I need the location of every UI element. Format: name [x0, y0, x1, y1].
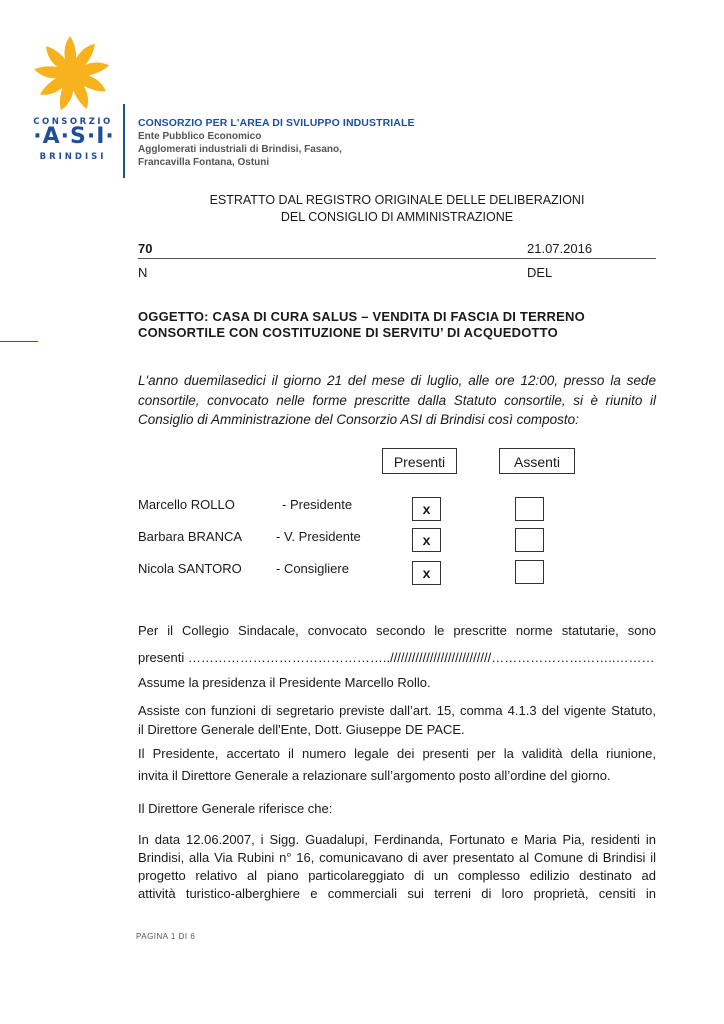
logo-top-word: CONSORZIO — [33, 117, 113, 127]
member-role: - V. Presidente — [276, 529, 361, 544]
document-title-line1: ESTRATTO DAL REGISTRO ORIGINALE DELLE DELIBERAZIONI — [209, 193, 585, 207]
date-label: DEL — [527, 265, 553, 280]
member-name: Marcello ROLLO — [138, 497, 235, 512]
narrative-line: In data 12.06.2007, i Sigg. Guadalupi, Ferdinanda, Fortunato e Maria Pia, residenti in — [138, 832, 656, 847]
org-name: CONSORZIO PER L'AREA DI SVILUPPO INDUSTRIALE — [138, 117, 415, 129]
document-title-line2: DEL CONSIGLIO DI AMMINISTRAZIONE — [280, 210, 514, 224]
number-date-rule — [138, 258, 656, 259]
logo-asi: ·A·S·I· — [33, 124, 115, 149]
presidency-line: Assume la presidenza il Presidente Marcello Rollo. — [138, 675, 431, 690]
present-checkbox: x — [412, 528, 441, 552]
absent-checkbox — [515, 528, 544, 552]
margin-mark — [0, 341, 38, 342]
intro-line: Consiglio di Amministrazione del Consorzio ASI di Brindisi così composto: — [138, 412, 579, 427]
org-line: Agglomerati industriali di Brindisi, Fasano, — [138, 144, 342, 155]
member-name: Barbara BRANCA — [138, 529, 243, 544]
number-label: N — [138, 265, 148, 280]
president-line: Il Presidente, accertato il numero legale dei presenti per la validità della riunione, — [138, 746, 656, 761]
deliberation-date: 21.07.2016 — [527, 241, 593, 256]
president-line: invita il Direttore Generale a relazionare sull’argomento posto all’ordine del giorno. — [138, 768, 611, 783]
member-name: Nicola SANTORO — [138, 561, 242, 576]
present-checkbox: x — [412, 561, 441, 585]
intro-line: consortile, convocato nelle forme prescritte dalla Statuto consortile, si è riunito il — [138, 393, 656, 408]
collegio-line: Per il Collegio Sindacale, convocato secondo le prescritte norme statutarie, sono — [138, 623, 656, 638]
narrative-line: attività turistico-alberghiere e commerciali sui terreni di loro proprietà, censiti in — [138, 886, 656, 901]
absent-checkbox — [515, 560, 544, 584]
narrative-line: progetto relativo al piano particolareggiato di un complesso edilizio destinato ad — [138, 868, 656, 883]
member-role: - Consigliere — [276, 561, 349, 576]
collegio-line: presenti ………………………………………..////////////////////////////………………………..……… — [138, 650, 655, 665]
header-divider — [123, 104, 125, 178]
narrative-line: Brindisi, alla Via Rubini n° 16, comunicavano di aver presentato al Comune di Brindisi il — [138, 850, 656, 865]
org-line: Ente Pubblico Economico — [138, 131, 262, 142]
absent-checkbox — [515, 497, 544, 521]
logo-bottom-word: BRINDISI — [39, 152, 107, 162]
present-checkbox: x — [412, 497, 441, 521]
secretary-line: il Direttore Generale dell'Ente, Dott. Giuseppe DE PACE. — [138, 722, 465, 737]
member-role: - Presidente — [282, 497, 353, 512]
absent-column-header: Assenti — [499, 448, 575, 474]
subject-line1: OGGETTO: CASA DI CURA SALUS – VENDITA DI FASCIA DI TERRENO — [138, 309, 585, 324]
director-intro: Il Direttore Generale riferisce che: — [138, 801, 333, 816]
page-number: PAGINA 1 DI 6 — [136, 932, 196, 941]
subject-line2: CONSORTILE CON COSTITUZIONE DI SERVITU’ DI ACQUEDOTTO — [138, 325, 558, 340]
present-column-header: Presenti — [382, 448, 457, 474]
sun-logo-icon — [32, 34, 112, 114]
intro-line: L'anno duemilasedici il giorno 21 del mese di luglio, alle ore 12:00, presso la sede — [138, 373, 656, 388]
org-line: Francavilla Fontana, Ostuni — [138, 157, 270, 168]
deliberation-number: 70 — [138, 241, 153, 256]
secretary-line: Assiste con funzioni di segretario previste dall’art. 15, comma 4.1.3 del vigente Statuto, — [138, 703, 656, 718]
